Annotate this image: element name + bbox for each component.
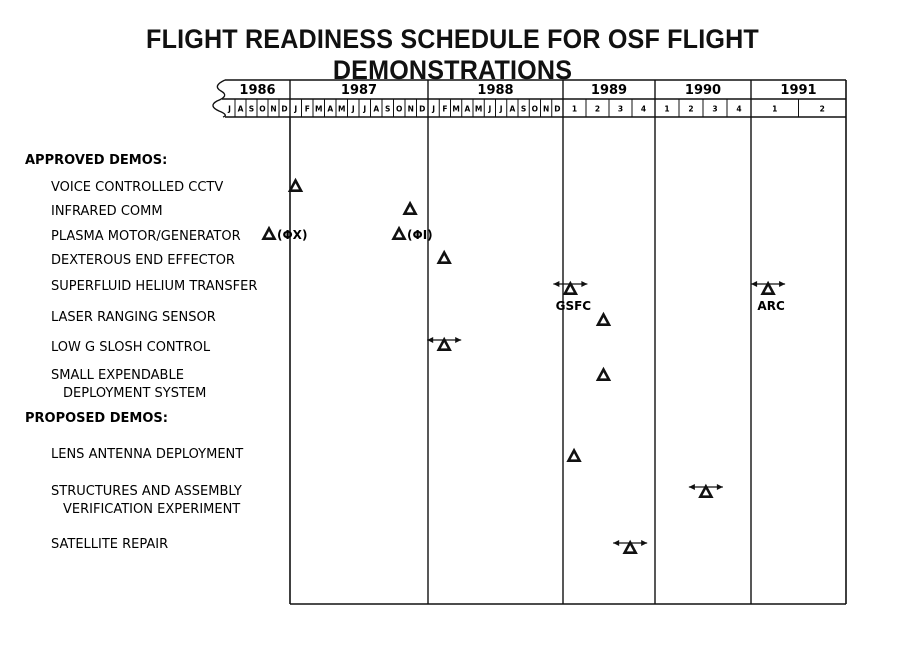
demo-label: LOW G SLOSH CONTROL (51, 340, 211, 355)
demo-label: LASER RANGING SENSOR (51, 310, 216, 325)
span-arrow-right-head (455, 337, 461, 343)
month-label: J (432, 104, 436, 114)
milestone-marker (264, 229, 275, 239)
quarter-label: 4 (640, 104, 647, 114)
quarter-label: 4 (736, 104, 742, 114)
milestone-marker (625, 543, 636, 553)
milestone-marker (405, 204, 416, 214)
year-label: 1989 (590, 83, 628, 98)
month-label: O (259, 104, 266, 114)
month-label: A (464, 104, 471, 114)
demo-label: DEPLOYMENT SYSTEM (63, 386, 207, 401)
month-label: J (294, 104, 298, 114)
milestone-marker (700, 487, 711, 497)
month-label: F (442, 104, 448, 114)
demo-label: DEXTEROUS END EFFECTOR (51, 253, 235, 268)
demo-label: INFRARED COMM (51, 204, 163, 219)
span-arrow-right-head (779, 281, 785, 287)
month-label: M (452, 104, 460, 114)
half-label: 1 (772, 104, 778, 114)
quarter-label: 3 (712, 104, 718, 114)
milestone-marker (394, 229, 405, 239)
demo-label: SUPERFLUID HELIUM TRANSFER (51, 279, 258, 294)
milestone-caption: ARC (757, 299, 785, 313)
milestone-marker (439, 340, 450, 350)
month-label: F (304, 104, 310, 114)
month-label: A (373, 104, 380, 114)
span-arrow-left-head (751, 281, 757, 287)
page-title: FLIGHT READINESS SCHEDULE FOR OSF FLIGHT DEMONSTRATIONS (146, 24, 759, 85)
demo-label: STRUCTURES AND ASSEMBLY (51, 484, 242, 499)
quarter-label: 1 (664, 104, 670, 114)
month-label: S (248, 104, 255, 114)
span-arrow-right-head (641, 540, 647, 546)
demo-label: VERIFICATION EXPERIMENT (63, 502, 241, 517)
month-label: J (351, 104, 355, 114)
month-label: S (385, 104, 391, 114)
half-label: 2 (819, 104, 825, 114)
quarter-label: 3 (617, 104, 624, 114)
month-label: A (327, 104, 334, 114)
month-label: J (228, 104, 231, 114)
span-arrow-left-head (553, 281, 559, 287)
milestone-note: (ΦX) (277, 228, 308, 242)
milestone-marker (569, 451, 580, 461)
month-label: J (488, 104, 492, 114)
year-label: 1988 (477, 83, 514, 98)
month-label: O (531, 104, 539, 114)
year-label: 1991 (780, 83, 817, 98)
month-label: N (270, 104, 277, 114)
month-label: N (407, 104, 414, 114)
demo-label: PLASMA MOTOR/GENERATOR (51, 229, 241, 244)
milestone-marker (565, 284, 576, 294)
month-label: M (338, 104, 346, 114)
demo-label: SMALL EXPENDABLE (51, 368, 184, 383)
demo-label: SATELLITE REPAIR (51, 537, 169, 552)
month-label: S (520, 104, 527, 114)
milestone-note: (ΦI) (407, 228, 433, 242)
month-label: M (474, 104, 483, 114)
month-label: D (281, 104, 288, 114)
milestone-marker (439, 253, 450, 263)
demo-label: LENS ANTENNA DEPLOYMENT (51, 447, 244, 462)
span-arrow-left-head (689, 484, 695, 490)
month-label: D (419, 104, 426, 114)
quarter-label: 1 (571, 104, 578, 114)
month-label: A (509, 104, 516, 114)
month-label: O (396, 104, 403, 114)
milestone-marker (598, 370, 609, 380)
month-label: J (499, 104, 503, 114)
milestone-marker (763, 284, 774, 294)
quarter-label: 2 (688, 104, 694, 114)
milestone-caption: GSFC (555, 299, 592, 313)
year-label: 1986 (239, 83, 276, 98)
demo-label: VOICE CONTROLLED CCTV (51, 180, 224, 195)
month-label: N (542, 104, 550, 114)
month-label: A (237, 104, 244, 114)
month-label: M (315, 104, 323, 114)
span-arrow-right-head (581, 281, 587, 287)
quarter-label: 2 (594, 104, 601, 114)
year-label: 1987 (340, 83, 378, 98)
year-label: 1990 (684, 83, 722, 98)
milestone-marker (290, 181, 301, 191)
section-approved-label: APPROVED DEMOS: (25, 153, 168, 168)
span-arrow-left-head (613, 540, 619, 546)
section-proposed-label: PROPOSED DEMOS: (25, 411, 168, 426)
month-label: J (363, 104, 367, 114)
month-label: D (554, 104, 561, 114)
milestone-marker (598, 315, 609, 325)
span-arrow-right-head (717, 484, 723, 490)
